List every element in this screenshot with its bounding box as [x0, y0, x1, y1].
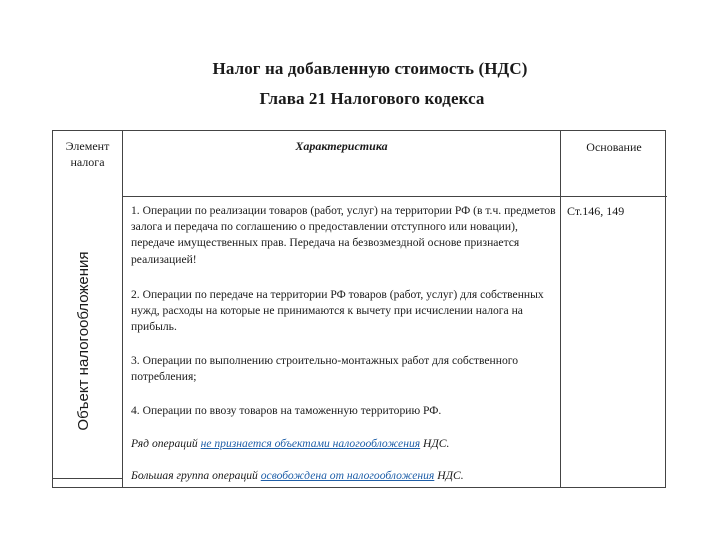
header-divider [122, 196, 667, 197]
column-header-element: Элемент налога [65, 139, 110, 169]
note-text: НДС. [434, 469, 464, 482]
row-divider [53, 478, 122, 479]
column-divider [122, 131, 123, 487]
column-divider [560, 131, 561, 487]
row-label-tax-object: Объект налогообложения [75, 251, 92, 431]
not-taxable-link[interactable]: не признается объектами налогообложения [200, 437, 421, 450]
note-text: НДС. [420, 437, 450, 450]
note-not-taxable [131, 436, 556, 452]
column-header-characteristic: Характеристика [295, 139, 388, 153]
characteristic-item-1: 1. Операции по реализации товаров (работ, услуг) на территории РФ (в т.ч. предметов залога и передача по соглашению о предоставлении отступного или новации), передаче имущественных прав. Передача на безвозмездной основе признается реализацией! [131, 204, 556, 266]
page-subtitle: Глава 21 Налогового кодекса [259, 89, 485, 108]
tax-table [52, 130, 666, 488]
exempt-link[interactable]: освобождена от налогообложения [260, 469, 435, 482]
note-exempt [131, 468, 556, 484]
note-text: Ряд операций [131, 437, 201, 450]
basis-value: Ст.146, 149 [567, 204, 625, 218]
note-text: Большая группа операций [131, 469, 261, 482]
characteristic-item-3: 3. Операции по выполнению строительно-монтажных работ для собственного потребления; [131, 354, 519, 384]
column-header-basis: Основание [586, 140, 642, 154]
characteristic-item-2: 2. Операции по передаче на территории РФ товаров (работ, услуг) для собственных нужд, расходы на которые не принимаются к вычету при исчислении налога на прибыль. [131, 288, 544, 334]
page-title: Налог на добавленную стоимость (НДС) [212, 59, 528, 78]
characteristic-item-4: 4. Операции по ввозу товаров на таможенную территорию РФ. [131, 404, 442, 417]
